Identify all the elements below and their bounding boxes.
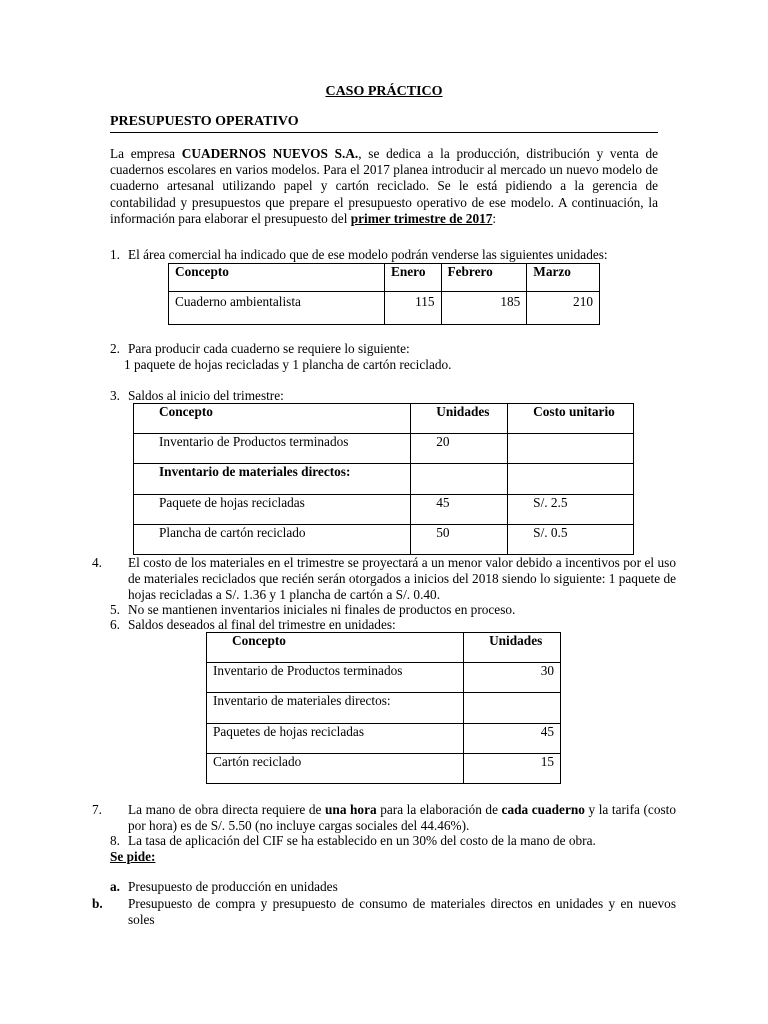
table-cell: Paquetes de hojas recicladas <box>207 724 464 754</box>
page-title: CASO PRÁCTICO <box>325 84 443 99</box>
item-text: No se mantienen inventarios iniciales ni finales de productos en proceso. <box>128 602 516 617</box>
item-text: La mano de obra directa requiere de <box>128 802 326 817</box>
table-row <box>134 495 634 525</box>
request-text: Presupuesto de compra y presupuesto de consumo de materiales directos en unidades y en nuevos soles <box>128 896 676 927</box>
table-header-row <box>169 264 600 292</box>
table-cell: 30 <box>464 663 561 693</box>
item-text: El área comercial ha indicado que de ese modelo podrán venderse las siguientes unidades: <box>128 247 608 262</box>
table-header-row <box>134 404 634 434</box>
table-cell: Cuaderno ambientalista <box>169 292 385 325</box>
item-4 <box>92 555 676 603</box>
request-letter: a. <box>110 879 120 894</box>
header-cell: Concepto <box>207 633 464 663</box>
table-cell <box>411 464 508 495</box>
header-cell: Costo unitario <box>508 404 634 434</box>
table-cell: Plancha de cartón reciclado <box>134 525 411 555</box>
item-number: 4. <box>92 555 102 570</box>
budget-period: primer trimestre de 2017 <box>350 210 493 226</box>
table-cell: 15 <box>464 754 561 784</box>
table-cell <box>508 464 634 495</box>
item-number: 1. <box>110 247 120 262</box>
header-cell: Enero <box>385 264 442 292</box>
item-2-detail: 1 paquete de hojas recicladas y 1 plancha de cartón reciclado. <box>124 357 452 372</box>
requests-heading: Se pide: <box>110 849 156 864</box>
item-number: 3. <box>110 388 120 403</box>
table-row <box>207 724 561 754</box>
company-name: CUADERNOS NUEVOS S.A. <box>181 146 359 161</box>
intro-text-2: , se dedica a la producción, distribución y venta de cuadernos escolares en varios modelos. Para el 2017 planea introducir al mercado un nuevo modelo de cuaderno artesanal utilizando papel y cartón reciclado. Se le está pidiendo a la gerencia de contabilidad y presupuestos que prepare el presupuesto operativo de ese modelo. A continuación, la información para elaborar el presupuesto del <box>110 146 659 226</box>
item-text: El costo de los materiales en el trimestre se proyectará a un menor valor debido a incentivos por el uso de materiales reciclados que recién serán otorgados a inicios del 2018 siendo lo siguiente: 1 paquete de hojas recicladas a S/. 1.36 y 1 plancha de cartón a S/. 0.40. <box>128 555 676 602</box>
table-cell: 210 <box>527 292 600 325</box>
header-cell: Unidades <box>464 633 561 663</box>
item-text: para la elaboración de <box>376 802 502 817</box>
table-cell: 45 <box>464 724 561 754</box>
item-3 <box>110 388 658 404</box>
table-row <box>134 464 634 495</box>
item-emphasis: cada cuaderno <box>501 802 585 817</box>
item-number: 6. <box>110 617 120 632</box>
item-8 <box>110 833 658 849</box>
table-cell: Cartón reciclado <box>207 754 464 784</box>
table-cell: Inventario de materiales directos: <box>134 464 411 495</box>
table-cell: 185 <box>441 292 527 325</box>
table-cell <box>508 434 634 464</box>
item-text: Saldos al inicio del trimestre: <box>128 388 284 403</box>
table-cell: Inventario de materiales directos: <box>207 693 464 724</box>
ending-balances-table <box>206 632 561 784</box>
table-cell: 50 <box>411 525 508 555</box>
item-number: 8. <box>110 833 120 848</box>
item-emphasis: una hora <box>325 802 377 817</box>
request-item <box>110 879 658 895</box>
item-number: 2. <box>110 341 120 356</box>
header-cell: Concepto <box>134 404 411 434</box>
table-cell: Inventario de Productos terminados <box>134 434 411 464</box>
sales-units-table <box>168 263 600 325</box>
table-cell <box>464 693 561 724</box>
request-item <box>92 896 676 928</box>
table-cell: Inventario de Productos terminados <box>207 663 464 693</box>
item-6 <box>110 617 658 633</box>
item-5 <box>110 602 658 618</box>
intro-paragraph <box>110 146 658 227</box>
table-cell: 45 <box>411 495 508 525</box>
header-cell: Unidades <box>411 404 508 434</box>
intro-text-1: La empresa <box>110 146 182 161</box>
section-title: PRESUPUESTO OPERATIVO <box>110 114 299 129</box>
item-text: Saldos deseados al final del trimestre en unidades: <box>128 617 396 632</box>
request-letter: b. <box>92 896 103 911</box>
table-row <box>169 292 600 325</box>
item-7 <box>92 802 676 834</box>
item-text: Para producir cada cuaderno se requiere lo siguiente: <box>128 341 410 356</box>
table-row <box>207 693 561 724</box>
intro-text-3: : <box>492 210 497 226</box>
table-header-row <box>207 633 561 663</box>
header-cell: Febrero <box>441 264 527 292</box>
table-row <box>207 754 561 784</box>
item-number: 5. <box>110 602 120 617</box>
table-row <box>134 525 634 555</box>
item-text: y la tarifa (costo por hora) es de S/. 5.50 (no incluye cargas sociales del 44.46%). <box>128 802 676 833</box>
item-2 <box>110 341 658 357</box>
request-text: Presupuesto de producción en unidades <box>128 879 338 894</box>
header-cell: Marzo <box>527 264 600 292</box>
initial-balances-table <box>133 403 634 555</box>
table-row <box>207 663 561 693</box>
table-cell: Paquete de hojas recicladas <box>134 495 411 525</box>
table-cell: 115 <box>385 292 442 325</box>
table-cell: S/. 0.5 <box>508 525 634 555</box>
title-divider <box>110 132 658 133</box>
table-row <box>134 434 634 464</box>
header-cell: Concepto <box>169 264 385 292</box>
table-cell: S/. 2.5 <box>508 495 634 525</box>
item-text: La tasa de aplicación del CIF se ha establecido en un 30% del costo de la mano de obra. <box>128 833 596 848</box>
table-cell: 20 <box>411 434 508 464</box>
item-number: 7. <box>92 802 102 817</box>
item-1 <box>110 247 658 263</box>
